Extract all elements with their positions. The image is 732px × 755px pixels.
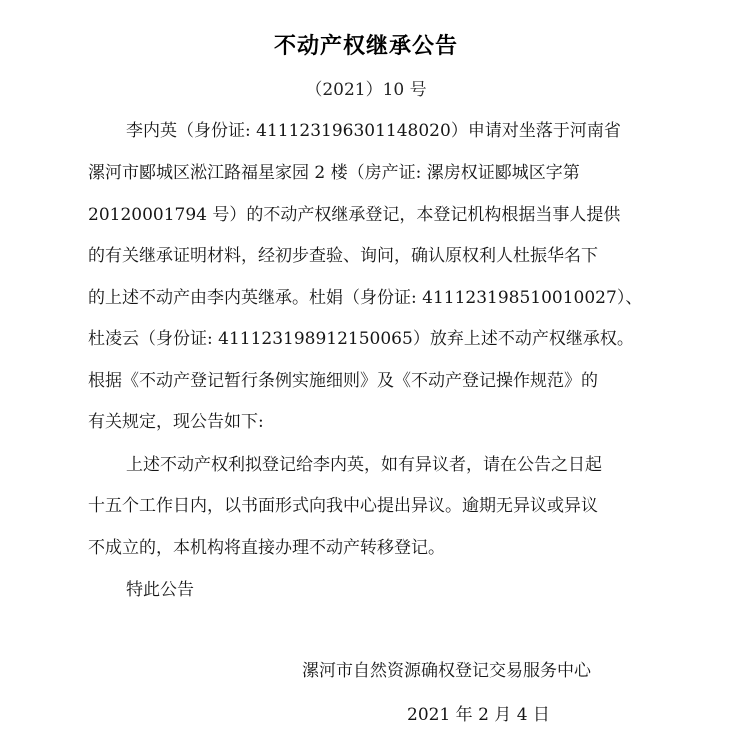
paragraph-line: 根据《不动产登记暂行条例实施细则》及《不动产登记操作规范》的: [88, 371, 598, 391]
paragraph-line: 漯河市郾城区淞江路福星家园 2 楼（房产证: 漯房权证郾城区字第: [88, 163, 580, 183]
paragraph-line: 的有关继承证明材料，经初步查验、询问，确认原权利人杜振华名下: [88, 246, 598, 266]
document-title: 不动产权继承公告: [273, 33, 458, 59]
paragraph-line: 有关规定，现公告如下:: [88, 412, 264, 432]
closing-text: 特此公告: [126, 580, 194, 600]
issuing-organization: 漯河市自然资源确权登记交易服务中心: [302, 661, 591, 681]
document-number: （2021）10 号: [305, 80, 427, 100]
paragraph-line: 十五个工作日内，以书面形式向我中心提出异议。逾期无异议或异议: [88, 496, 598, 516]
paragraph-line: 的上述不动产由李内英继承。杜娟（身份证: 411123198510010027）、: [88, 288, 643, 308]
paragraph-line: 杜凌云（身份证: 411123198912150065）放弃上述不动产权继承权。: [88, 329, 634, 349]
paragraph-line: 上述不动产权利拟登记给李内英，如有异议者，请在公告之日起: [126, 455, 602, 475]
notice-date: 2021 年 2 月 4 日: [407, 705, 550, 725]
paragraph-line: 李内英（身份证: 411123196301148020）申请对坐落于河南省: [126, 121, 621, 141]
paragraph-line: 不成立的，本机构将直接办理不动产转移登记。: [88, 538, 445, 558]
paragraph-line: 20120001794 号）的不动产权继承登记，本登记机构根据当事人提供: [88, 205, 621, 225]
